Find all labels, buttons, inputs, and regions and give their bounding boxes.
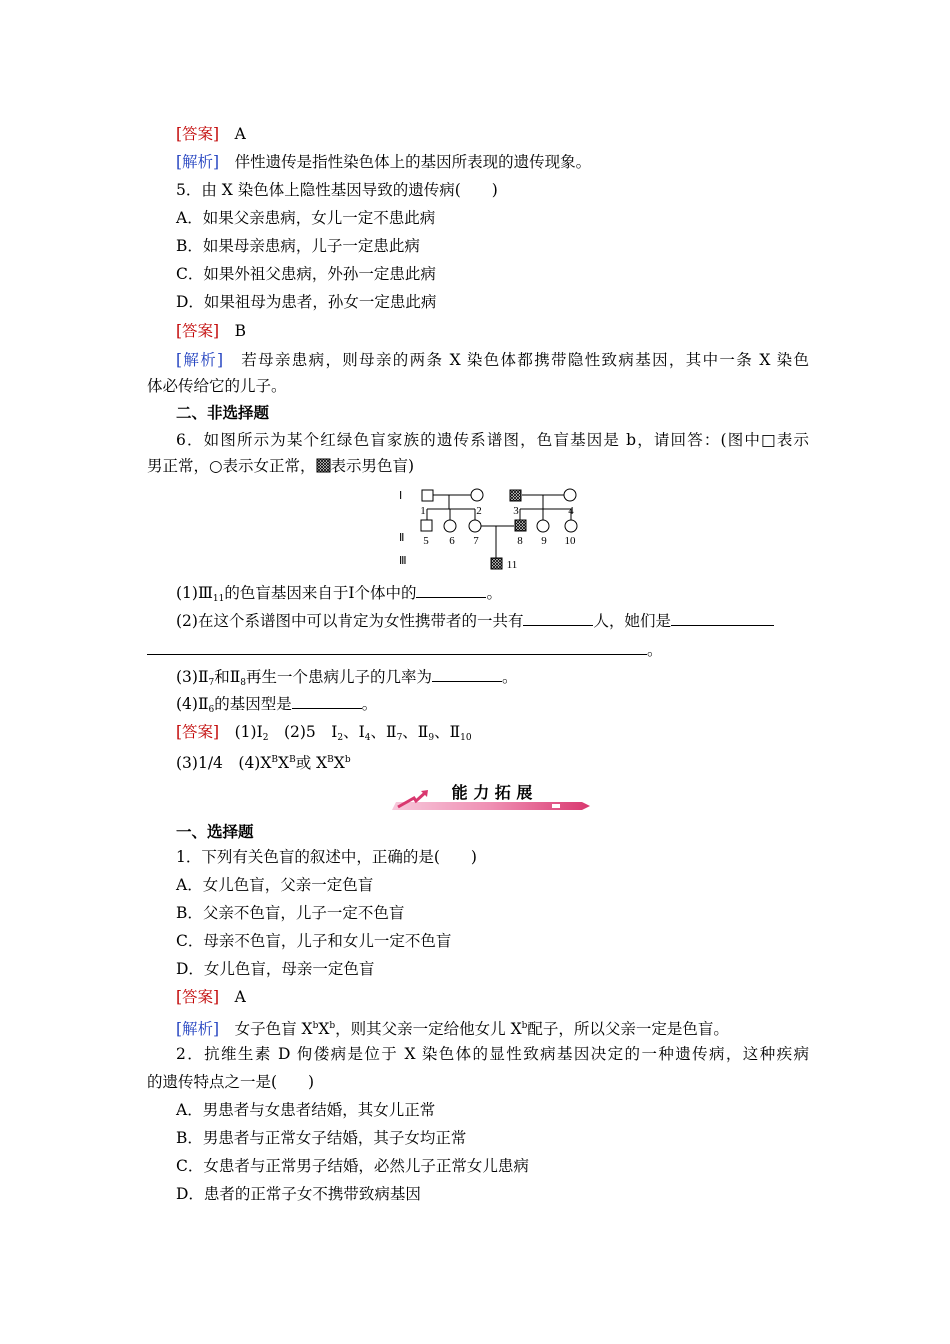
q5-answer-line — [176, 321, 838, 341]
analysis-text: 若母亲患病，则母亲的两条 X 染色体都携带隐性致病基因，其中一条 X 染色 — [241, 351, 809, 369]
text: 人，她们是 — [593, 612, 671, 630]
q6-subquestion-2-cont — [147, 640, 809, 660]
superscript: b — [312, 1021, 319, 1031]
answer-tag: [答案] — [176, 125, 220, 143]
text: 的基因型是 — [214, 695, 292, 713]
q5-option-a: A．如果父亲患病，女儿一定不患此病 — [176, 209, 436, 227]
subscript: 2 — [262, 733, 269, 743]
text: 、Ⅱ — [370, 723, 397, 741]
q6-stem-line-2 — [147, 456, 809, 476]
text: 和Ⅱ — [214, 668, 241, 686]
text: (1)Ⅰ — [234, 723, 263, 741]
pedigree-chart — [395, 483, 585, 573]
answer-blank-continued[interactable] — [671, 611, 774, 626]
analysis-text: 伴性遗传是指性染色体上的基因所表现的遗传现象。 — [234, 153, 592, 171]
e1-option-a: A．女儿色盲，父亲一定色盲 — [176, 876, 374, 894]
text: 、Ⅱ — [402, 723, 429, 741]
answer-tag: [答案] — [176, 988, 220, 1006]
label-8: 8 — [517, 535, 523, 547]
e2-option-a: A．男患者与女患者结婚，其女儿正常 — [176, 1101, 436, 1119]
e2-option-d: D．患者的正常子女不携带致病基因 — [176, 1185, 421, 1203]
text: 女子色盲 X — [234, 1020, 313, 1038]
q4-answer-line — [176, 124, 838, 144]
answer-blank[interactable] — [523, 611, 593, 626]
text: 、Ⅱ — [434, 723, 461, 741]
subscript: 6 — [208, 705, 215, 715]
subscript: 7 — [396, 733, 403, 743]
section-title-non-choice: 二、非选择题 — [176, 403, 270, 422]
e2-option-b: B．男患者与正常女子结婚，其子女均正常 — [176, 1129, 467, 1147]
e2-stem-line-1: 2．抗维生素 D 佝偻病是位于 X 染色体的显性致病基因决定的一种遗传病，这种疾病 — [176, 1045, 809, 1063]
text: 再生一个患病儿子的几率为 — [246, 668, 433, 686]
q5-analysis-line-1 — [176, 350, 809, 370]
gen-label-1: Ⅰ — [399, 490, 403, 502]
subscript: 11 — [212, 594, 225, 604]
text: 。 — [361, 695, 378, 713]
text: (3)1/4 (4)X — [176, 754, 272, 772]
e1-option-b: B．父亲不色盲，儿子一定不色盲 — [176, 904, 405, 922]
analysis-tag: [解析] — [176, 153, 220, 171]
label-11: 11 — [506, 559, 518, 571]
answer-blank[interactable] — [147, 640, 647, 655]
q5-option-c: C．如果外祖父患病，外孙一定患此病 — [176, 265, 436, 283]
text: X — [318, 1020, 330, 1038]
q4-analysis-line — [176, 152, 838, 172]
text: (4)Ⅱ — [176, 695, 209, 713]
e1-stem: 1．下列有关色盲的叙述中，正确的是( ) — [176, 848, 477, 866]
subscript: 9 — [428, 733, 435, 743]
individual-I2-female — [471, 489, 483, 501]
text: X — [278, 754, 290, 772]
e2-option-c: C．女患者与正常男子结婚，必然儿子正常女儿患病 — [176, 1157, 529, 1175]
text: (1)Ⅲ — [176, 584, 213, 602]
text: ，则其父亲一定给他女儿 X — [335, 1020, 522, 1038]
subscript: 8 — [240, 678, 247, 688]
superscript: B — [327, 755, 334, 765]
superscript: b — [521, 1021, 528, 1031]
e1-option-c: C．母亲不色盲，儿子和女儿一定不色盲 — [176, 932, 452, 950]
analysis-tag: [解析] — [176, 1020, 220, 1038]
answer-blank[interactable] — [416, 583, 486, 598]
q6-subquestion-4 — [176, 694, 838, 720]
text: (2)在这个系谱图中可以肯定为女性携带者的一共有 — [176, 612, 524, 630]
subscript: 10 — [460, 733, 472, 743]
q5-option-b: B．如果母亲患病，儿子一定患此病 — [176, 237, 420, 255]
subscript: 4 — [364, 733, 371, 743]
individual-I1-male — [422, 490, 433, 501]
gen-label-3: Ⅲ — [399, 555, 407, 567]
answer-blank[interactable] — [292, 694, 362, 709]
label-1: 1 — [420, 505, 426, 517]
answer-value: B — [234, 322, 247, 340]
answer-value: A — [234, 125, 246, 143]
banner-dash — [552, 804, 560, 808]
subscript: 2 — [337, 733, 344, 743]
hatched-square-legend-icon — [316, 458, 331, 473]
section-banner — [392, 778, 592, 812]
analysis-tag: [解析] — [176, 351, 224, 369]
e1-answer-line — [176, 987, 838, 1007]
q6-stem-line-1: 6．如图所示为某个红绿色盲家族的遗传系谱图，色盲基因是 b，请回答：(图中□表示 — [176, 431, 809, 449]
q6-legend-text: 男正常，○表示女正常， — [147, 457, 316, 475]
individual-II8-affected-male — [515, 520, 526, 531]
individual-I3-affected-male — [510, 490, 521, 501]
q5-analysis-line-2: 体必传给它的儿子。 — [147, 377, 287, 395]
label-2: 2 — [476, 505, 482, 517]
text: 配子，所以父亲一定是色盲。 — [527, 1020, 729, 1038]
superscript: b — [329, 1021, 336, 1031]
e1-option-d: D．女儿色盲，母亲一定色盲 — [176, 960, 375, 978]
answer-tag: [答案] — [176, 322, 220, 340]
label-3: 3 — [513, 505, 519, 517]
text: (3)Ⅱ — [176, 668, 209, 686]
superscript: B — [289, 755, 296, 765]
answer-blank[interactable] — [432, 667, 502, 682]
q6-subquestion-1 — [176, 583, 838, 609]
answer-value: A — [234, 988, 246, 1006]
individual-II5-male — [421, 520, 432, 531]
gen-label-2: Ⅱ — [399, 532, 405, 544]
label-7: 7 — [473, 535, 479, 547]
q6-answer-line-2 — [176, 750, 838, 773]
q6-subquestion-3 — [176, 667, 838, 693]
text: 或 X — [295, 754, 328, 772]
label-6: 6 — [449, 535, 455, 547]
individual-II7-female — [469, 520, 481, 532]
individual-III11-affected-male — [491, 558, 502, 569]
individual-II10-female — [565, 520, 577, 532]
superscript: b — [344, 755, 351, 765]
individual-I4-female — [564, 489, 576, 501]
q6-answer-line-1 — [176, 722, 838, 748]
q6-subquestion-2 — [176, 611, 838, 631]
text: X — [333, 754, 345, 772]
text: (2)5 Ⅰ — [283, 723, 338, 741]
q5-option-d: D．如果祖母为患者，孙女一定患此病 — [176, 293, 437, 311]
label-5: 5 — [423, 535, 429, 547]
text: 。 — [486, 584, 502, 602]
text: 的色盲基因来自于Ⅰ个体中的 — [224, 584, 417, 602]
individual-II6-female — [444, 520, 456, 532]
e1-analysis-line — [176, 1016, 838, 1039]
answer-tag: [答案] — [176, 723, 220, 741]
superscript: B — [271, 755, 279, 765]
text: 、Ⅰ — [343, 723, 365, 741]
label-4: 4 — [568, 505, 574, 517]
q5-stem: 5．由 X 染色体上隐性基因导致的遗传病( ) — [176, 181, 498, 199]
label-9: 9 — [541, 535, 547, 547]
subscript: 7 — [208, 678, 215, 688]
text: 。 — [502, 668, 518, 686]
individual-II9-female — [537, 520, 549, 532]
q6-legend-text-end: 表示男色盲) — [330, 457, 415, 475]
banner-ribbon — [392, 802, 590, 810]
e2-stem-line-2: 的遗传特点之一是( ) — [147, 1073, 315, 1091]
label-10: 10 — [564, 535, 576, 547]
section-title-choice: 一、选择题 — [176, 822, 254, 841]
banner-title: 能 力 拓 展 — [451, 783, 533, 802]
text: 。 — [647, 641, 663, 659]
